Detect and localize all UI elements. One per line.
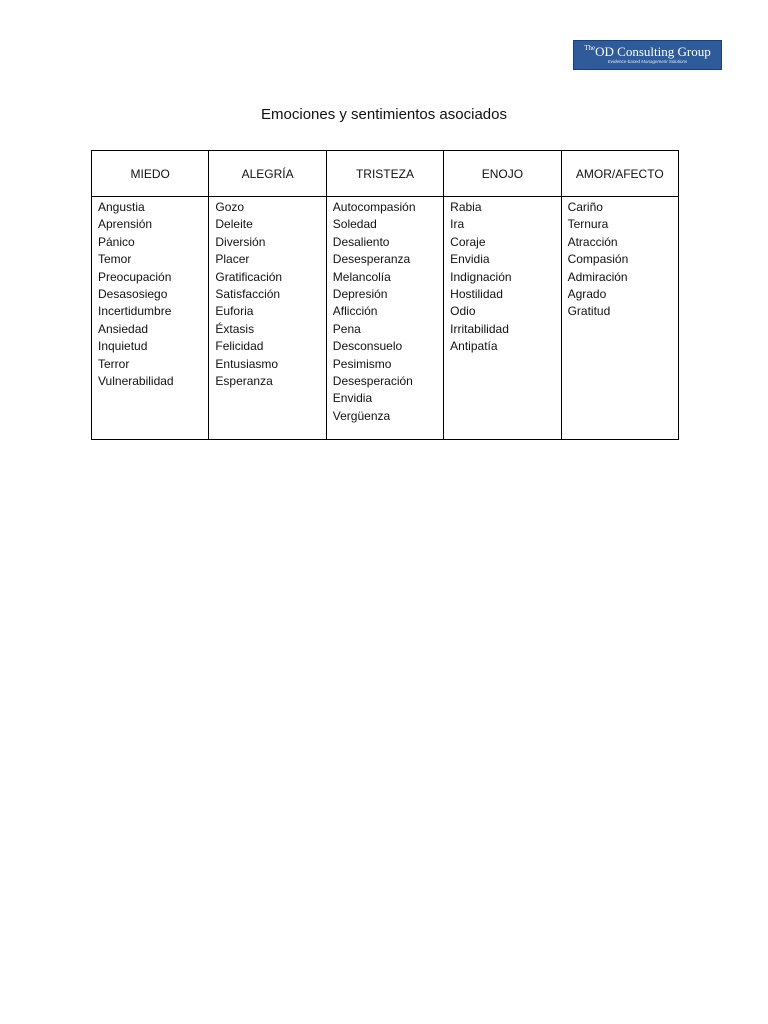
list-item: Temor — [98, 252, 132, 267]
list-item: Desasosiego — [98, 287, 168, 302]
list-item: Irritabilidad — [450, 321, 509, 336]
list-item: Vergüenza — [332, 408, 391, 423]
list-item: Melancolía — [332, 269, 391, 284]
logo-tagline: Evidence-based Management Solutions — [607, 59, 688, 64]
list-item: Gratificación — [215, 269, 283, 284]
list-item: Rabia — [450, 200, 482, 214]
list-item: Desaliento — [332, 234, 390, 249]
list-item: Ira — [450, 217, 465, 232]
list-item: Preocupación — [98, 269, 172, 284]
table-header-row — [92, 151, 679, 197]
list-item: Ternura — [567, 217, 609, 232]
list-item: Envidia — [450, 252, 490, 267]
logo-prefix: The — [584, 44, 596, 52]
list-item: Pena — [332, 321, 361, 336]
list-item: Hostilidad — [450, 287, 503, 302]
list-item: Cariño — [567, 200, 603, 214]
list-item: Terror — [98, 356, 130, 371]
list-item: Angustia — [98, 200, 145, 214]
list-item: Felicidad — [215, 339, 264, 354]
list-item: Gozo — [215, 200, 245, 214]
column-header-miedo: MIEDO — [92, 151, 209, 197]
list-item: Pánico — [98, 234, 135, 249]
table-body-row — [92, 197, 679, 440]
column-cell-enojo — [444, 197, 561, 440]
list-item: Odio — [450, 304, 476, 319]
list-item: Aflicción — [332, 304, 378, 319]
list-item: Vulnerabilidad — [98, 374, 174, 389]
column-cell-amor-afecto — [561, 197, 678, 440]
list-item: Incertidumbre — [98, 304, 172, 319]
list-item: Agrado — [567, 287, 607, 302]
company-logo — [573, 40, 722, 70]
list-item: Placer — [215, 252, 250, 267]
list-item: Envidia — [332, 391, 373, 406]
column-header-amor-afecto: AMOR/AFECTO — [561, 151, 678, 197]
list-item: Deleite — [215, 217, 253, 232]
list-item: Desconsuelo — [332, 339, 403, 354]
list-item: Indignación — [450, 269, 512, 284]
list-item: Desesperanza — [332, 252, 411, 267]
logo-company-name: OD Consulting Group — [595, 44, 711, 59]
column-cell-tristeza — [326, 197, 443, 440]
column-header-enojo: ENOJO — [444, 151, 561, 197]
list-item: Satisfacción — [215, 287, 281, 302]
list-item: Éxtasis — [215, 321, 255, 336]
column-header-tristeza: TRISTEZA — [326, 151, 443, 197]
emotions-table — [91, 150, 679, 440]
document-title: Emociones y sentimientos asociados — [261, 106, 507, 123]
list-item: Admiración — [567, 269, 628, 284]
list-item: Depresión — [332, 287, 388, 302]
list-item: Ansiedad — [98, 321, 149, 336]
column-cell-alegria — [209, 197, 326, 440]
list-item: Entusiasmo — [215, 356, 279, 371]
list-item: Atracción — [567, 234, 618, 249]
list-item: Desesperación — [332, 374, 413, 389]
list-item: Aprensión — [98, 217, 153, 232]
column-cell-miedo — [92, 197, 209, 440]
column-header-alegria: ALEGRÍA — [209, 151, 326, 197]
list-item: Compasión — [567, 252, 629, 267]
list-item: Euforia — [215, 304, 254, 319]
list-item: Gratitud — [567, 304, 611, 319]
list-item: Autocompasión — [332, 200, 416, 214]
list-item: Pesimismo — [332, 356, 392, 371]
logo-name — [574, 44, 721, 59]
list-item: Inquietud — [98, 339, 148, 354]
list-item: Coraje — [450, 234, 486, 249]
list-item: Soledad — [332, 217, 377, 232]
list-item: Diversión — [215, 234, 266, 249]
list-item: Antipatía — [450, 339, 498, 354]
list-item: Esperanza — [215, 374, 273, 389]
